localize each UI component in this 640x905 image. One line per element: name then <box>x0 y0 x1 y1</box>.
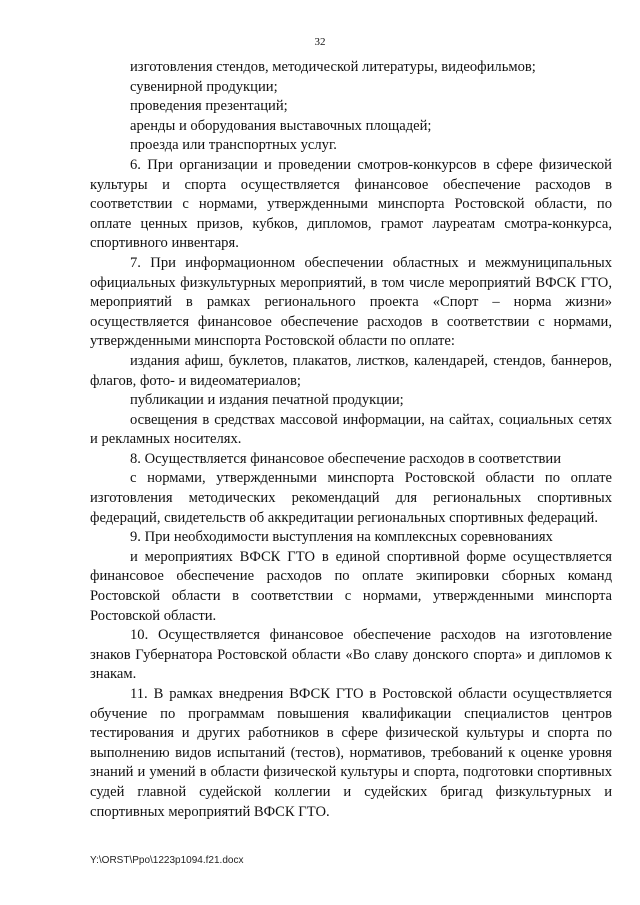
document-body <box>90 58 612 822</box>
file-path-footer: Y:\ORST\Ppo\1223p1094.f21.docx <box>90 855 244 866</box>
paragraph: и мероприятиях ВФСК ГТО в единой спортивной форме осуществляется финансовое обеспечение расходов по оплате экипировки сборных команд Ростовской области в соответствии с нормами, утвержденными минспорта Ростовской области. <box>90 548 612 624</box>
paragraph: аренды и оборудования выставочных площадей; <box>130 117 432 134</box>
paragraph: публикации и издания печатной продукции; <box>130 392 404 409</box>
paragraph: проведения презентаций; <box>130 98 288 115</box>
paragraph: изготовления стендов, методической литературы, видеофильмов; <box>130 59 536 75</box>
paragraph: проезда или транспортных услуг. <box>130 137 337 154</box>
paragraph: 7. При информационном обеспечении областных и межмуниципальных официальных физкультурных мероприятий, в том числе мероприятий ВФСК ГТО, мероприятий в рамках регионального проекта «Спорт – норма жизни» осуществляется финансовое обеспечение расходов в соответствии с нормами, утвержденными минспорта Ростовской области по оплате: <box>90 254 612 350</box>
paragraph: 6. При организации и проведении смотров-конкурсов в сфере физической культуры и спорта осуществляется финансовое обеспечение расходов в соответствии с нормами, утвержденными минспорта Ростовской области, по оплате ценных призов, кубков, дипломов, грамот лауреатам смотра-конкурса, спортивного инвентаря. <box>90 156 612 252</box>
paragraph: освещения в средствах массовой информации, на сайтах, социальных сетях и рекламных носителях. <box>90 411 612 448</box>
paragraph: 8. Осуществляется финансовое обеспечение расходов в соответствии <box>130 450 562 467</box>
paragraph: сувенирной продукции; <box>130 78 278 95</box>
page-number: 32 <box>314 36 326 48</box>
paragraph: 11. В рамках внедрения ВФСК ГТО в Ростовской области осуществляется обучение по программам повышения квалификации специалистов центров тестирования и других работников в сфере физической культуры и спорта по выполнению видов испытаний (тестов), нормативов, требований к оценке уровня знаний и умений в области физической культуры и спорта, подготовки спортивных судей главной судейской коллегии и судейских бригад физкультурных и спортивных мероприятий ВФСК ГТО. <box>90 686 612 820</box>
paragraph: 10. Осуществляется финансовое обеспечение расходов на изготовление знаков Губернатора Ростовской области «Во славу донского спорта» и дипломов к знакам. <box>90 627 612 683</box>
paragraph: издания афиш, буклетов, плакатов, листков, календарей, стендов, баннеров, флагов, фото- и видеоматериалов; <box>90 352 612 389</box>
paragraph: 9. При необходимости выступления на комплексных соревнованиях <box>130 529 553 546</box>
paragraph: с нормами, утвержденными минспорта Ростовской области по оплате изготовления методических рекомендаций для региональных спортивных федераций, свидетельств об аккредитации региональных спортивных федераций. <box>90 470 612 526</box>
